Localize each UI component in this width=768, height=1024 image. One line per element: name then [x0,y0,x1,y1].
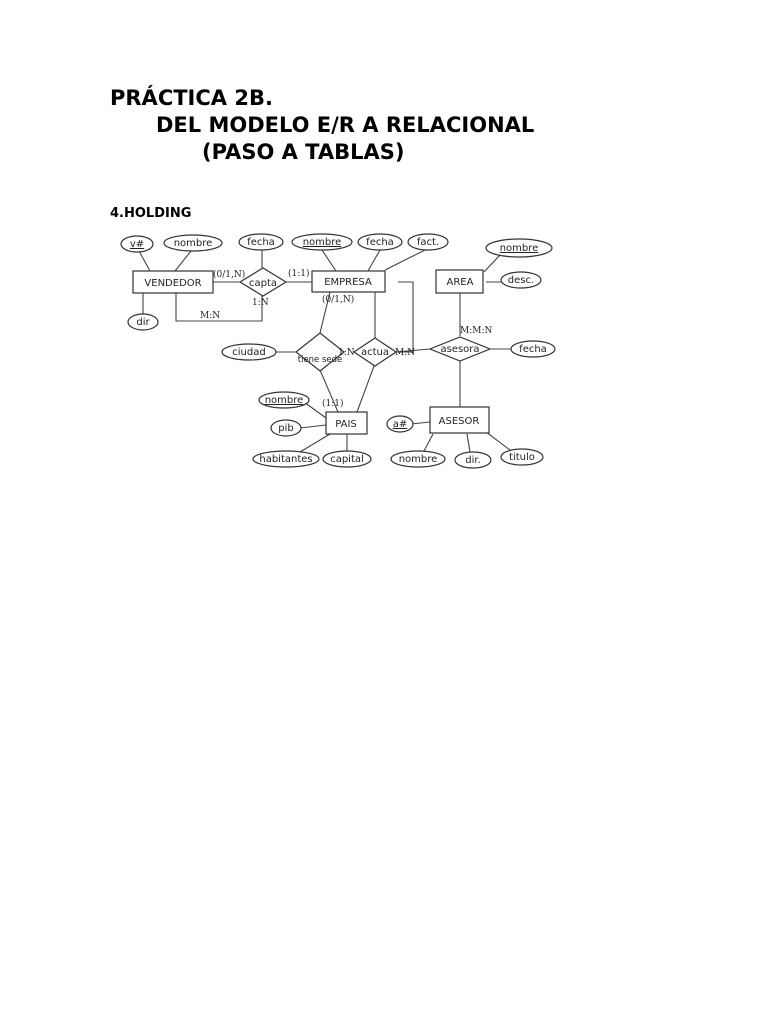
svg-text:PAIS: PAIS [335,419,357,430]
attribute-vendedor-nombre [164,235,222,251]
attribute-pais-capital [323,451,371,467]
svg-text:dir.: dir. [465,455,481,466]
attribute-asesora-fecha [511,341,555,357]
cardinality-capta-type: 1:N [252,298,269,308]
svg-text:a#: a# [392,419,408,430]
cardinality-capta-vendedor: (0/1,N) [213,270,246,280]
svg-text:nombre: nombre [173,238,213,249]
attribute-pais-nombre [259,392,309,408]
attribute-empresa-fecha [358,234,402,250]
svg-text:ciudad: ciudad [232,347,266,358]
svg-text:habitantes: habitantes [259,454,313,465]
svg-text:ASESOR: ASESOR [438,416,480,427]
svg-text:fact.: fact. [416,237,440,248]
attribute-asesor-id [387,416,413,432]
cardinality-vendedor-loop: M:N [200,311,221,321]
svg-text:pib: pib [278,423,294,434]
cardinality-sede-type: 1:N [338,348,355,358]
entity-pais [326,412,367,434]
attribute-pais-habitantes [253,451,319,467]
attribute-sede-ciudad [222,344,276,360]
attribute-vendedor-dir [128,314,158,330]
svg-text:nombre: nombre [302,237,342,248]
svg-text:titulo: titulo [509,452,535,463]
svg-text:v#: v# [129,239,145,250]
relationship-capta [240,268,286,296]
svg-text:tiene sede: tiene sede [297,355,343,365]
svg-text:dir: dir [136,317,150,328]
svg-text:fecha: fecha [366,237,394,248]
svg-text:desc.: desc. [507,275,535,286]
relationship-actua [354,338,396,366]
entity-vendedor [133,271,213,293]
title-line-2: DEL MODELO E/R A RELACIONAL [156,113,535,137]
cardinality-pais-sede: (1:1) [322,399,344,409]
svg-text:fecha: fecha [519,344,547,355]
svg-text:actua: actua [360,347,390,358]
attribute-asesor-titulo [501,449,543,465]
attribute-pais-pib [271,420,301,436]
svg-text:asesora: asesora [440,344,480,355]
title-line-3: (PASO A TABLAS) [202,140,405,164]
attribute-area-nombre [486,239,552,257]
cardinality-actua-type: M:N [395,348,416,358]
entity-asesor [430,407,489,433]
attribute-empresa-fact [408,234,448,250]
svg-text:nombre: nombre [499,243,539,254]
entity-area [436,270,483,293]
title-line-1: PRÁCTICA 2B. [110,86,273,110]
relationship-asesora [430,337,490,361]
attribute-asesor-dir [455,452,491,468]
attribute-empresa-nombre [292,234,352,250]
section-heading: 4.HOLDING [110,206,192,221]
svg-text:capta: capta [248,278,278,289]
attribute-vendedor-id [121,236,153,252]
svg-text:VENDEDOR: VENDEDOR [144,278,202,289]
relationship-tiene-sede [296,333,344,371]
svg-text:AREA: AREA [446,277,474,288]
entity-empresa [312,271,385,292]
attribute-capta-fecha [239,234,283,250]
svg-text:EMPRESA: EMPRESA [324,277,372,288]
svg-text:nombre: nombre [398,454,438,465]
attribute-asesor-nombre [391,451,445,467]
svg-text:capital: capital [330,454,364,465]
cardinality-empresa-sede: (0/1,N) [322,295,355,305]
svg-text:fecha: fecha [247,237,275,248]
cardinality-asesora-type: M:M:N [460,326,493,336]
cardinality-capta-empresa: (1:1) [288,269,310,279]
svg-text:nombre: nombre [264,395,304,406]
attribute-area-desc [501,272,541,288]
